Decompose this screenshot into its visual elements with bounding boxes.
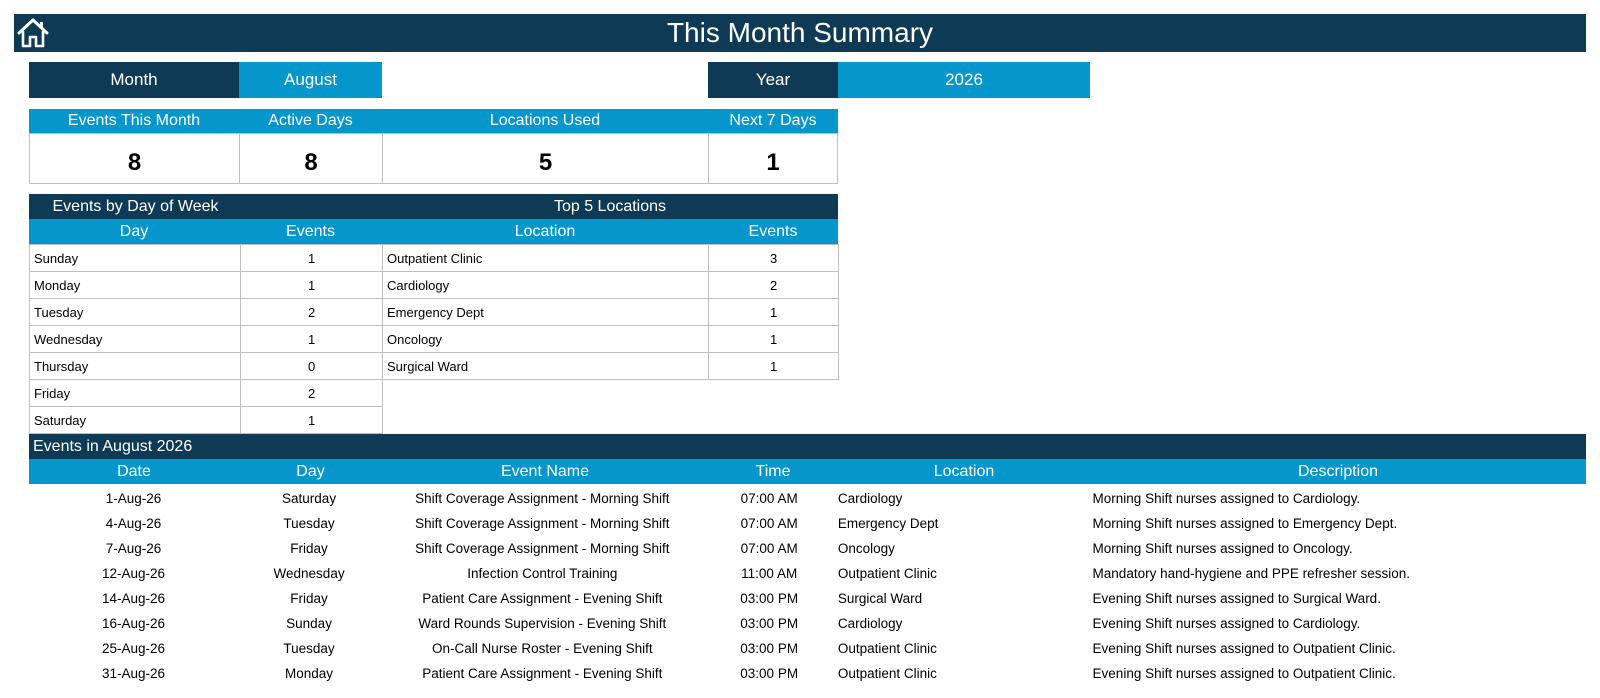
kpi-label-events-this-month: Events This Month (29, 109, 239, 133)
event-name: Ward Rounds Supervision - Evening Shift (418, 616, 667, 631)
col-header-description: Description (1297, 462, 1379, 480)
event-date: 1-Aug-26 (105, 491, 162, 506)
day-cell: Friday (29, 379, 241, 407)
event-date: 25-Aug-26 (101, 641, 165, 656)
event-time: 07:00 AM (740, 541, 798, 556)
table-row (382, 272, 839, 299)
location-events-cell: 3 (708, 244, 839, 272)
month-select[interactable]: August (239, 62, 382, 98)
event-day: Tuesday (283, 641, 335, 656)
event-date: 12-Aug-26 (101, 566, 165, 581)
event-description: Evening Shift nurses assigned to Surgical Ward. (1092, 591, 1381, 606)
table-row (29, 353, 383, 380)
table-row[interactable] (29, 661, 1586, 686)
events-list-title: Events in August 2026 (29, 434, 1586, 459)
kpi-label-locations-used: Locations Used (382, 109, 708, 133)
home-icon[interactable] (16, 17, 50, 49)
table-row[interactable] (29, 536, 1586, 561)
top-locations-table (382, 245, 839, 380)
event-time: 03:00 PM (740, 616, 799, 631)
location-cell: Outpatient Clinic (382, 244, 709, 272)
col-header-event-name: Event Name (500, 462, 590, 480)
location-events-cell: 1 (708, 352, 839, 380)
event-day: Monday (285, 666, 334, 681)
event-day: Tuesday (283, 516, 335, 531)
col-header-location: Location (382, 219, 708, 244)
event-day: Saturday (282, 491, 337, 506)
event-time: 03:00 PM (740, 641, 799, 656)
day-of-week-title: Events by Day of Week (29, 194, 382, 219)
event-date: 16-Aug-26 (101, 616, 165, 631)
location-cell: Emergency Dept (382, 298, 709, 326)
location-events-cell: 1 (708, 325, 839, 353)
event-location: Cardiology (837, 616, 903, 631)
col-header-location-events: Events (708, 219, 838, 244)
col-header-date: Date (117, 462, 151, 480)
table-row (382, 299, 839, 326)
month-label: Month (29, 62, 239, 98)
col-header-day-name: Day (296, 462, 325, 480)
location-events-cell: 2 (708, 271, 839, 299)
col-header-day: Day (29, 219, 239, 244)
table-row (29, 299, 383, 326)
event-name: Shift Coverage Assignment - Morning Shift (415, 516, 670, 531)
event-location: Surgical Ward (837, 591, 923, 606)
events-table (29, 486, 1586, 686)
location-events-cell: 1 (708, 298, 839, 326)
day-events-cell: 1 (240, 244, 383, 272)
top-locations-title: Top 5 Locations (382, 194, 838, 219)
table-row[interactable] (29, 561, 1586, 586)
location-cell: Surgical Ward (382, 352, 709, 380)
day-cell: Thursday (29, 352, 241, 380)
event-date: 7-Aug-26 (105, 541, 162, 556)
day-events-cell: 1 (240, 406, 383, 434)
event-name: Shift Coverage Assignment - Morning Shift (415, 541, 670, 556)
location-cell: Cardiology (382, 271, 709, 299)
event-description: Morning Shift nurses assigned to Emergency Dept. (1092, 516, 1398, 531)
table-row (382, 353, 839, 380)
event-name: Patient Care Assignment - Evening Shift (422, 591, 663, 606)
col-header-event-location: Location (933, 462, 995, 480)
event-name: Shift Coverage Assignment - Morning Shift (415, 491, 670, 506)
event-time: 03:00 PM (740, 591, 799, 606)
table-row (382, 326, 839, 353)
event-location: Cardiology (837, 491, 903, 506)
kpi-label-next-7-days: Next 7 Days (708, 109, 838, 133)
event-time: 03:00 PM (740, 666, 799, 681)
table-row (29, 326, 383, 353)
event-description: Morning Shift nurses assigned to Cardiology. (1092, 491, 1361, 506)
title-bar (14, 14, 1586, 52)
table-row (382, 245, 839, 272)
day-events-cell: 2 (240, 298, 383, 326)
table-row[interactable] (29, 586, 1586, 611)
event-location: Outpatient Clinic (837, 641, 937, 656)
day-events-cell: 1 (240, 271, 383, 299)
day-events-cell: 1 (240, 325, 383, 353)
day-cell: Sunday (29, 244, 241, 272)
event-day: Friday (290, 591, 328, 606)
table-row[interactable] (29, 636, 1586, 661)
table-row (29, 272, 383, 299)
event-location: Oncology (837, 541, 895, 556)
event-name: Infection Control Training (467, 566, 618, 581)
table-row (29, 380, 383, 407)
event-date: 14-Aug-26 (101, 591, 165, 606)
day-of-week-table (29, 245, 383, 434)
day-cell: Tuesday (29, 298, 241, 326)
kpi-value-locations-used: 5 (382, 133, 709, 184)
table-row (29, 407, 383, 434)
table-row[interactable] (29, 486, 1586, 511)
event-location: Outpatient Clinic (837, 666, 937, 681)
event-time: 07:00 AM (740, 516, 798, 531)
day-cell: Monday (29, 271, 241, 299)
year-label: Year (708, 62, 838, 98)
event-description: Evening Shift nurses assigned to Cardiology. (1092, 616, 1361, 631)
events-header-row (29, 459, 1586, 484)
event-description: Evening Shift nurses assigned to Outpatient Clinic. (1092, 666, 1396, 681)
event-day: Friday (290, 541, 328, 556)
kpi-label-active-days: Active Days (239, 109, 382, 133)
event-day: Sunday (286, 616, 332, 631)
event-day: Wednesday (273, 566, 345, 581)
event-description: Mandatory hand-hygiene and PPE refresher session. (1092, 566, 1410, 581)
kpi-value-events-this-month: 8 (29, 133, 240, 184)
day-events-cell: 0 (240, 352, 383, 380)
location-cell: Oncology (382, 325, 709, 353)
event-name: On-Call Nurse Roster - Evening Shift (432, 641, 653, 656)
event-date: 31-Aug-26 (101, 666, 165, 681)
event-description: Morning Shift nurses assigned to Oncology. (1092, 541, 1353, 556)
event-location: Outpatient Clinic (837, 566, 937, 581)
day-cell: Saturday (29, 406, 241, 434)
event-location: Emergency Dept (837, 516, 939, 531)
event-time: 07:00 AM (740, 491, 798, 506)
event-time: 11:00 AM (741, 566, 798, 581)
year-select[interactable]: 2026 (838, 62, 1090, 98)
col-header-day-events: Events (239, 219, 382, 244)
event-name: Patient Care Assignment - Evening Shift (422, 666, 663, 681)
page-title: This Month Summary (666, 17, 934, 48)
kpi-value-active-days: 8 (239, 133, 383, 184)
col-header-time: Time (755, 462, 791, 480)
event-date: 4-Aug-26 (105, 516, 162, 531)
day-cell: Wednesday (29, 325, 241, 353)
event-description: Evening Shift nurses assigned to Outpatient Clinic. (1092, 641, 1396, 656)
day-events-cell: 2 (240, 379, 383, 407)
kpi-value-next-7-days: 1 (708, 133, 838, 184)
table-row (29, 245, 383, 272)
table-row[interactable] (29, 511, 1586, 536)
table-row[interactable] (29, 611, 1586, 636)
